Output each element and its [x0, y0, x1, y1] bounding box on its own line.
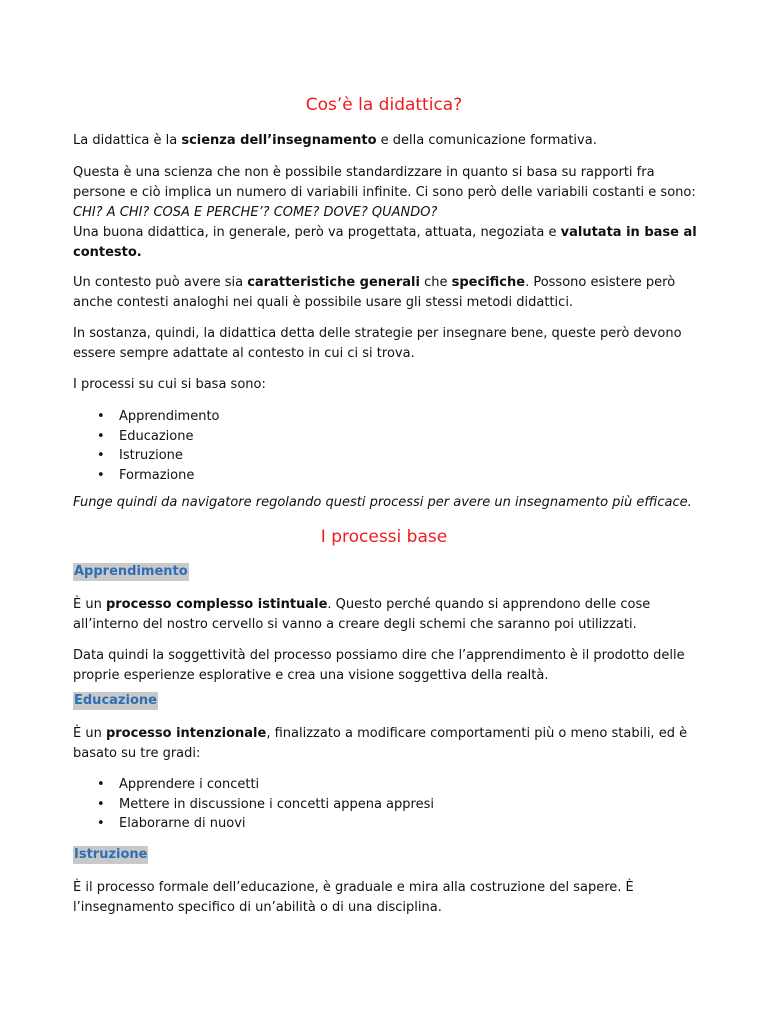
list-item: [73, 446, 220, 466]
bullet: •: [97, 448, 105, 464]
list-item-label: Istruzione: [119, 448, 183, 464]
text: È un: [73, 597, 106, 612]
text: Una buona didattica, in generale, però va progettata, attuata, negoziata e: [73, 225, 561, 240]
title-i-processi-base: I processi base: [320, 527, 448, 547]
bullet: •: [97, 409, 105, 424]
bold-text: processo complesso istintuale: [105, 597, 328, 612]
subheading-istruzione: Istruzione: [74, 847, 148, 862]
bold-text: valutata in base al contesto.: [73, 225, 697, 260]
list-gradi: [73, 775, 434, 834]
text: che: [419, 275, 452, 290]
paragraph-navigator: [73, 493, 703, 513]
list-item-label: Mettere in discussione i concetti appena appresi: [119, 796, 434, 812]
bold-text: caratteristiche generali: [247, 275, 420, 290]
paragraph-apprendimento: [73, 595, 703, 635]
text: , finalizzato a modificare comportamenti più o meno stabili, ed è basato su tre gradi:: [73, 726, 688, 761]
text: È un: [73, 726, 106, 741]
list-item: [73, 814, 434, 834]
paragraph-strategies: In sostanza, quindi, la didattica detta delle strategie per insegnare bene, queste però devono essere sempre adattate al contesto in cui ci si trova.: [73, 326, 682, 361]
paragraph-processes-intro: I processi su cui si basa sono:: [73, 377, 266, 392]
list-item: [73, 427, 220, 447]
bold-text: specifiche: [451, 275, 526, 290]
text: Un contesto può avere sia: [73, 275, 248, 290]
paragraph-istruzione: È il processo formale dell’educazione, è graduale e mira alla costruzione del sapere. È l’insegnamento specifico di un’abilità o di una disciplina.: [73, 880, 634, 915]
text: Questa è una scienza che non è possibile standardizzare in quanto si basa su rapporti fra persone e ciò implica un numero di variabili infinite. Ci sono però delle variabili costanti e sono:: [73, 165, 696, 200]
subheading-apprendimento: Apprendimento: [74, 564, 188, 579]
bullet: •: [97, 796, 105, 812]
bold-text: processo intenzionale: [105, 726, 267, 741]
list-item: [73, 407, 220, 427]
italic-text: CHI? A CHI? COSA E PERCHE’? COME? DOVE? QUANDO?: [73, 205, 438, 220]
list-item-label: Elaborarne di nuovi: [119, 816, 246, 832]
text: . Possono esistere però anche contesti analoghi nei quali è possibile usare gli stessi metodi didattici.: [73, 275, 676, 310]
bullet: •: [97, 428, 105, 444]
italic-text: Funge quindi da navigatore regolando questi processi per avere un insegnamento più efficace.: [73, 495, 692, 510]
list-item: [73, 466, 220, 486]
text: La didattica è la: [73, 133, 182, 148]
text: e della comunicazione formativa.: [376, 133, 597, 148]
list-item-label: Formazione: [119, 468, 195, 484]
list-item: [73, 775, 434, 795]
list-item-label: Apprendere i concetti: [119, 777, 260, 792]
bullet: •: [97, 777, 105, 792]
title-cos-e-la-didattica: Cos’è la didattica?: [305, 95, 463, 115]
list-item-label: Apprendimento: [119, 409, 220, 424]
paragraph-variables: [73, 163, 703, 263]
bold-text: scienza dell’insegnamento: [181, 133, 377, 148]
list-processes: [73, 407, 220, 486]
paragraph-educazione: [73, 724, 703, 764]
paragraph-definition: [73, 131, 703, 151]
list-item: [73, 795, 434, 815]
paragraph-context: [73, 273, 703, 313]
bullet: •: [97, 816, 105, 832]
bullet: •: [97, 468, 105, 484]
list-item-label: Educazione: [119, 428, 194, 444]
subheading-educazione: Educazione: [74, 693, 157, 708]
paragraph-soggettivita: Data quindi la soggettività del processo possiamo dire che l’apprendimento è il prodotto delle proprie esperienze esplorative e crea una visione soggettiva della realtà.: [73, 648, 685, 683]
text: . Questo perché quando si apprendono delle cose all’interno del nostro cervello si vanno a creare degli schemi che saranno poi utilizzati.: [73, 597, 651, 632]
